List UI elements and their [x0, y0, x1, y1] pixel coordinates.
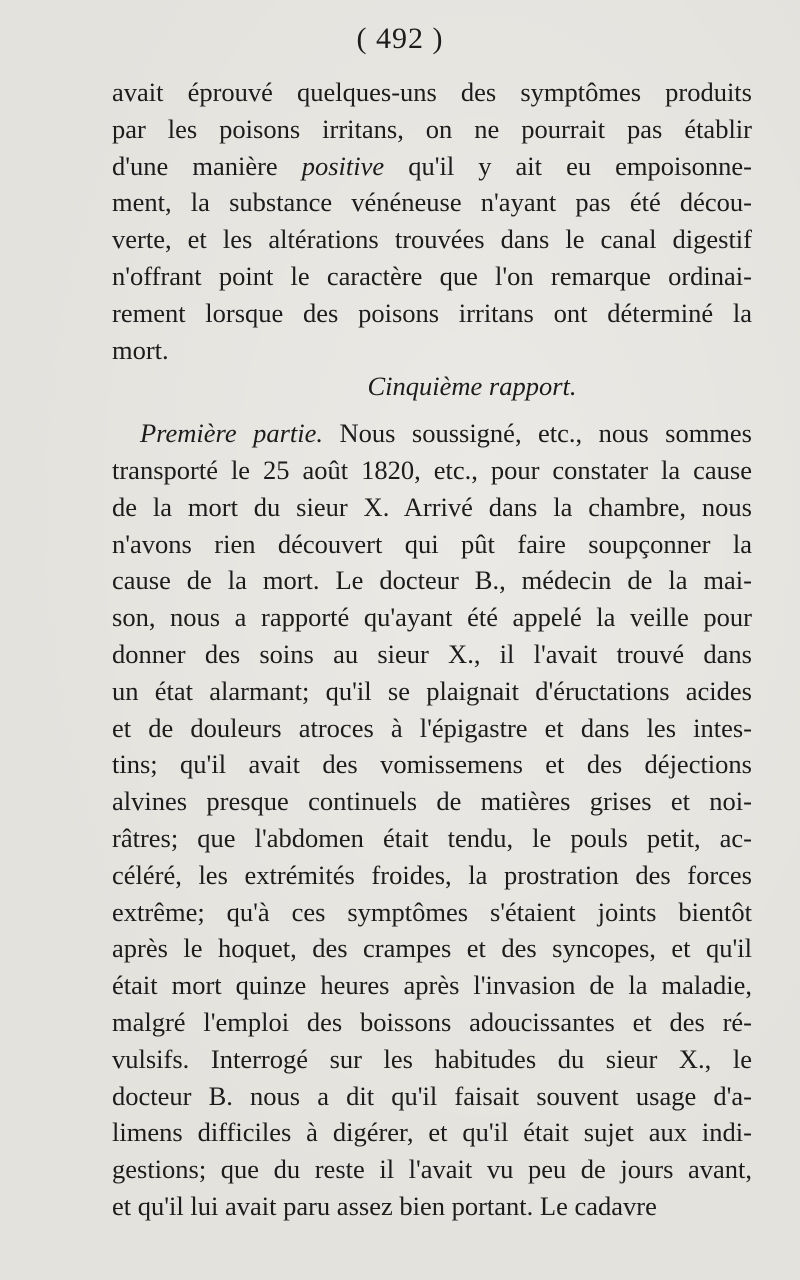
- text-line: râtres; que l'abdomen était tendu, le pouls petit, ac-: [112, 822, 752, 853]
- text-line: verte, et les altérations trouvées dans le canal digestif: [112, 224, 752, 255]
- text-line: tins; qu'il avait des vomissemens et des déjections: [112, 749, 752, 780]
- text-line: et qu'il lui avait paru assez bien portant. Le cadavre: [112, 1190, 657, 1221]
- section-heading: Cinquième rapport.: [367, 371, 577, 402]
- text-line: rement lorsque des poisons irritans ont déterminé la: [112, 297, 752, 328]
- text-span: d'une manière: [112, 150, 302, 181]
- page-number: ( 492 ): [356, 22, 444, 55]
- text-line: vulsifs. Interrogé sur les habitudes du sieur X., le: [112, 1043, 752, 1074]
- text-line: ment, la substance vénéneuse n'ayant pas été décou-: [112, 187, 752, 218]
- text-line: alvines presque continuels de matières grises et noi-: [112, 786, 752, 817]
- text-line: n'offrant point le caractère que l'on remarque ordinai-: [112, 260, 752, 291]
- text-line: malgré l'emploi des boissons adoucissantes et des ré-: [112, 1006, 752, 1037]
- text-span: qu'il y ait eu empoisonne-: [384, 150, 753, 181]
- text-line: docteur B. nous a dit qu'il faisait souvent usage d'a-: [112, 1080, 752, 1111]
- body-text: [112, 74, 752, 1225]
- text-line: [112, 415, 752, 452]
- text-line: était mort quinze heures après l'invasion de la maladie,: [112, 970, 752, 1001]
- text-line: de la mort du sieur X. Arrivé dans la chambre, nous: [112, 491, 752, 522]
- text-line: avait éprouvé quelques-uns des symptômes produits: [112, 77, 752, 107]
- text-line: et de douleurs atroces à l'épigastre et dans les intes-: [112, 712, 752, 743]
- text-line: limens difficiles à digérer, et qu'il était sujet aux indi-: [112, 1117, 752, 1148]
- italic-text: Première partie.: [140, 418, 324, 449]
- text-line: céléré, les extrémités froides, la prostration des forces: [112, 859, 752, 890]
- italic-text: positive: [301, 150, 385, 181]
- text-line: son, nous a rapporté qu'ayant été appelé la veille pour: [112, 602, 752, 633]
- text-line: un état alarmant; qu'il se plaignait d'éructations acides: [112, 675, 752, 706]
- paragraph-conclusion: [112, 74, 752, 368]
- text-line: par les poisons irritans, on ne pourrait pas établir: [112, 113, 752, 144]
- text-line: cause de la mort. Le docteur B., médecin de la mai-: [112, 565, 752, 596]
- text-line: donner des soins au sieur X., il l'avait trouvé dans: [112, 638, 752, 669]
- spacer: [112, 405, 752, 415]
- text-span: Nous soussigné, etc., nous sommes: [323, 418, 752, 449]
- text-line: extrême; qu'à ces symptômes s'étaient joints bientôt: [112, 896, 752, 927]
- text-line: après le hoquet, des crampes et des syncopes, et qu'il: [112, 933, 752, 964]
- text-line: transporté le 25 août 1820, etc., pour constater la cause: [112, 454, 752, 485]
- paragraph-first-part: [112, 415, 752, 1225]
- text-line: gestions; que du reste il l'avait vu peu de jours avant,: [112, 1154, 752, 1185]
- text-line: mort.: [112, 334, 169, 365]
- text-line: [112, 148, 752, 185]
- text-line: n'avons rien découvert qui pût faire soupçonner la: [112, 528, 752, 559]
